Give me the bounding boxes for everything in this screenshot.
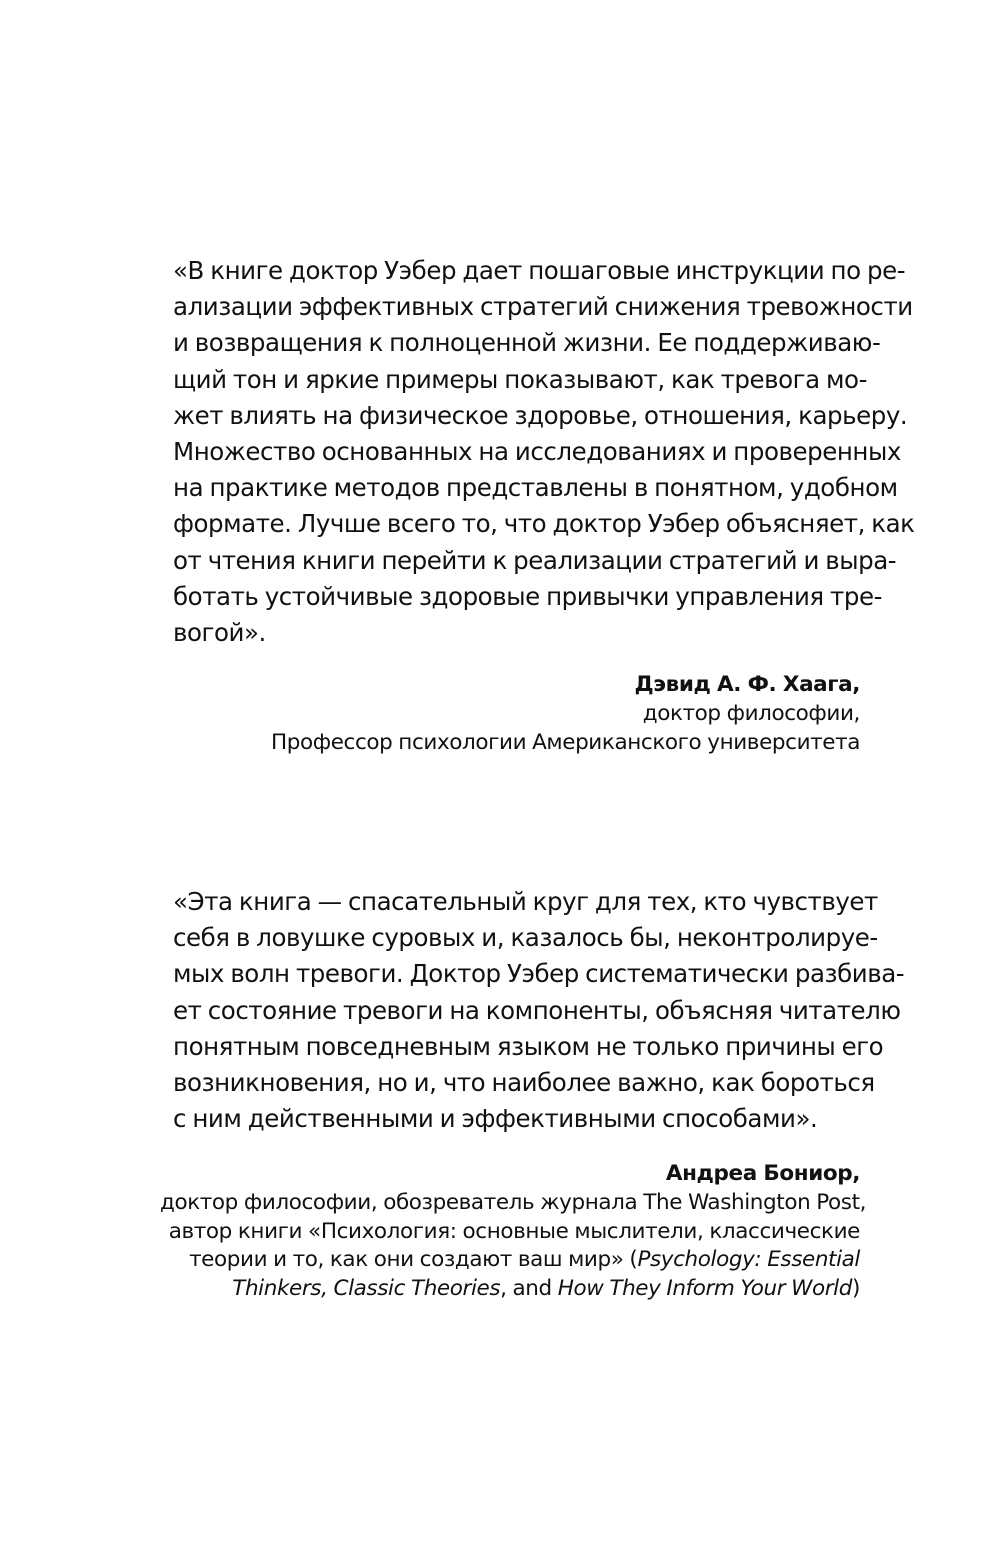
quote-line: себя в ловушке суровых и, казалось бы, неконтролируе- bbox=[173, 923, 878, 953]
author-name: Андреа Бониор, bbox=[665, 1161, 860, 1186]
author-name: Дэвид А. Ф. Хаага, bbox=[634, 672, 860, 697]
book-title-english: Thinkers, Classic Theories bbox=[232, 1276, 501, 1302]
credential-text: ) bbox=[852, 1276, 860, 1302]
attribution-2 bbox=[160, 1160, 867, 1304]
endorsement-quote-2 bbox=[173, 884, 905, 1137]
quote-line: от чтения книги перейти к реализации стратегий и выра- bbox=[173, 545, 897, 575]
author-credential bbox=[160, 1275, 860, 1304]
author-credential: автор книги «Психология: основные мыслители, классические bbox=[168, 1218, 860, 1244]
quote-line: ет состояние тревоги на компоненты, объясняя читателю bbox=[173, 995, 901, 1025]
author-credential bbox=[160, 1246, 860, 1275]
quote-line: щий тон и яркие примеры показывают, как тревога мо- bbox=[173, 364, 867, 394]
credential-text: теории и то, как они создают ваш мир» ( bbox=[189, 1247, 638, 1273]
book-title-english: Psychology: Essential bbox=[637, 1247, 860, 1273]
quote-line: с ним действенными и эффективными способами». bbox=[173, 1104, 818, 1134]
quote-line: на практике методов представлены в понятном, удобном bbox=[173, 473, 898, 503]
quote-line: «Эта книга — спасательный круг для тех, кто чувствует bbox=[173, 887, 878, 916]
quote-line: ализации эффективных стратегий снижения тревожности bbox=[173, 292, 913, 322]
attribution-1 bbox=[160, 671, 860, 757]
author-credential: доктор философии, обозреватель журнала The Washington Post, bbox=[160, 1189, 867, 1215]
author-credential: доктор философии, bbox=[642, 700, 860, 726]
book-title-english: How They Inform Your World bbox=[557, 1276, 852, 1302]
credential-text: , and bbox=[500, 1276, 558, 1302]
quote-line: понятным повседневным языком не только причины его bbox=[173, 1031, 884, 1061]
quote-line: «В книге доктор Уэбер дает пошаговые инструкции по ре- bbox=[173, 256, 906, 285]
quote-line: и возвращения к полноценной жизни. Ее поддерживаю- bbox=[173, 328, 881, 358]
quote-line: ботать устойчивые здоровые привычки управления тре- bbox=[173, 581, 882, 611]
quote-line: формате. Лучше всего то, что доктор Уэбер объясняет, как bbox=[173, 509, 915, 539]
quote-line: Множество основанных на исследованиях и проверенных bbox=[173, 437, 901, 467]
quote-line: вогой». bbox=[173, 618, 266, 648]
endorsement-quote-1 bbox=[173, 253, 915, 651]
quote-line: жет влиять на физическое здоровье, отношения, карьеру. bbox=[173, 400, 908, 430]
quote-line: возникновения, но и, что наиболее важно, как бороться bbox=[173, 1068, 875, 1098]
quote-line: мых волн тревоги. Доктор Уэбер систематически разбива- bbox=[173, 959, 905, 989]
author-credential: Профессор психологии Американского университета bbox=[270, 729, 860, 755]
